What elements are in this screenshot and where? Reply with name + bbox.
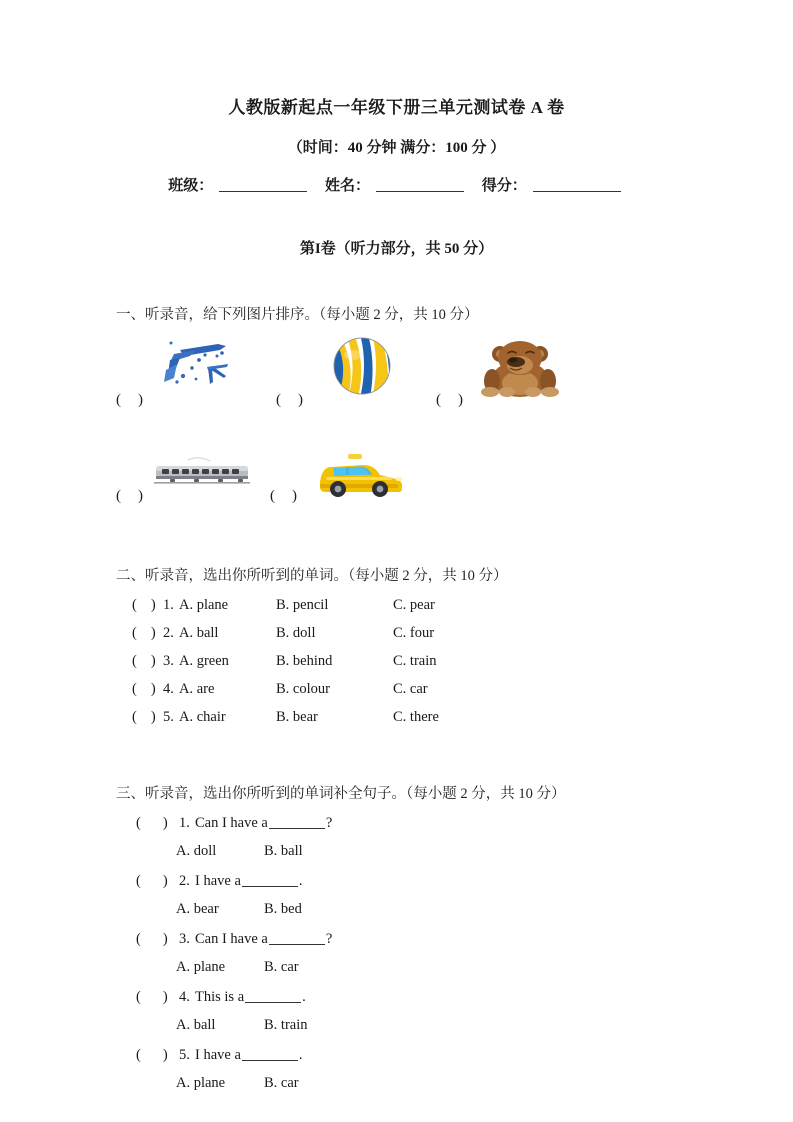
stem-text (195, 873, 303, 890)
stem-after: . (298, 873, 303, 889)
plane-sketch-image (150, 334, 254, 398)
answer-bracket[interactable] (132, 653, 156, 670)
picture-item-volleyball (276, 334, 426, 422)
answer-bracket[interactable] (136, 1047, 168, 1064)
question-row (116, 625, 733, 653)
name-field-blank[interactable] (376, 191, 464, 192)
score-field-label: 得分： (481, 178, 527, 194)
answer-blank[interactable] (269, 828, 325, 829)
question-stem (116, 815, 733, 843)
stem-before: Can I have a (195, 815, 268, 831)
question-options (116, 1075, 733, 1103)
answer-bracket[interactable] (132, 597, 156, 614)
picture-item-plane (116, 334, 266, 422)
option-a[interactable]: A. plane (176, 1075, 226, 1091)
answer-bracket[interactable] (136, 815, 168, 832)
bracket-close: ) (138, 488, 144, 504)
question-stem (116, 873, 733, 901)
option-a[interactable]: A. plane (179, 597, 229, 613)
section-three (0, 737, 793, 1103)
bracket-open: ( (132, 625, 137, 641)
picture-item-taxi (270, 436, 420, 524)
class-field-label: 班级： (168, 178, 214, 194)
section-three-heading: 三、听录音，选出你所听到的单词补全句子。（每小题 2 分，共 10 分） (116, 786, 566, 802)
answer-bracket-1[interactable] (116, 392, 144, 409)
question-row (116, 597, 733, 625)
question-item (116, 873, 733, 929)
part-one-title: 第I卷（听力部分，共 50 分） (299, 241, 494, 257)
bracket-close: ) (458, 392, 464, 408)
option-a[interactable]: A. ball (176, 1017, 216, 1033)
question-options (116, 959, 733, 987)
stem-text (195, 1047, 303, 1064)
question-number: 1. (179, 815, 190, 831)
option-c[interactable]: C. train (393, 653, 437, 669)
answer-bracket[interactable] (132, 681, 156, 698)
option-b[interactable]: B. pencil (276, 597, 329, 613)
name-field[interactable] (325, 178, 468, 194)
volleyball-image (310, 334, 414, 398)
stem-text (195, 815, 332, 832)
option-b[interactable]: B. doll (276, 625, 316, 641)
question-number: 4. (179, 989, 190, 1005)
stem-text (195, 989, 306, 1006)
bear-image (470, 334, 574, 398)
question-number: 4. (163, 681, 174, 697)
answer-bracket-3[interactable] (436, 392, 464, 409)
bracket-close: ) (162, 1047, 168, 1063)
bracket-close: ) (162, 989, 168, 1005)
question-row (116, 709, 733, 737)
bracket-close: ) (162, 931, 168, 947)
question-number: 5. (179, 1047, 190, 1063)
option-b[interactable]: B. car (264, 1075, 299, 1091)
question-number: 3. (163, 653, 174, 669)
option-a[interactable]: A. bear (176, 901, 219, 917)
question-stem (116, 931, 733, 959)
option-b[interactable]: B. behind (276, 653, 333, 669)
stem-before: This is a (195, 989, 245, 1005)
option-c[interactable]: C. pear (393, 597, 435, 613)
stem-after: . (298, 1047, 303, 1063)
question-number: 5. (163, 709, 174, 725)
question-number: 1. (163, 597, 174, 613)
bracket-open: ( (116, 392, 122, 408)
picture-item-bear (436, 334, 586, 422)
option-b[interactable]: B. bear (276, 709, 318, 725)
section-two-question-list (116, 597, 733, 737)
answer-blank[interactable] (242, 886, 298, 887)
bracket-open: ( (136, 815, 141, 831)
question-number: 2. (179, 873, 190, 889)
question-options (116, 843, 733, 871)
bracket-open: ( (132, 709, 137, 725)
question-stem (116, 1047, 733, 1075)
exam-meta-subtitle: （时间：40 分钟 满分：100 分 ） (287, 140, 506, 156)
bracket-close: ) (138, 392, 144, 408)
picture-row-2 (116, 436, 733, 516)
bracket-open: ( (136, 989, 141, 1005)
option-a[interactable]: A. green (179, 653, 229, 669)
stem-after: ? (325, 815, 333, 831)
question-number: 2. (163, 625, 174, 641)
answer-bracket[interactable] (136, 873, 168, 890)
section-one (0, 258, 793, 516)
bracket-close: ) (162, 873, 168, 889)
option-c[interactable]: C. four (393, 625, 435, 641)
answer-bracket[interactable] (136, 931, 168, 948)
score-field[interactable] (482, 178, 625, 194)
stem-before: I have a (195, 873, 241, 889)
page-title: 人教版新起点一年级下册三单元测试卷 A 卷 (228, 98, 565, 117)
question-row (116, 681, 733, 709)
answer-bracket[interactable] (132, 625, 156, 642)
stem-before: I have a (195, 1047, 241, 1063)
stem-before: Can I have a (195, 931, 268, 947)
question-number: 3. (179, 931, 190, 947)
bracket-open: ( (132, 653, 137, 669)
question-item (116, 1047, 733, 1103)
section-two-heading: 二、听录音，选出你所听到的单词。（每小题 2 分，共 10 分） (116, 568, 508, 584)
answer-blank[interactable] (242, 1060, 298, 1061)
class-field[interactable] (168, 178, 311, 194)
option-a[interactable]: A. doll (176, 843, 217, 859)
bracket-open: ( (116, 488, 122, 504)
question-item (116, 931, 733, 987)
bracket-open: ( (136, 1047, 141, 1063)
answer-blank[interactable] (245, 1002, 301, 1003)
bracket-open: ( (276, 392, 282, 408)
stem-text (195, 931, 332, 948)
answer-bracket-5[interactable] (270, 488, 298, 505)
answer-bracket[interactable] (136, 989, 168, 1006)
option-a[interactable]: A. plane (176, 959, 226, 975)
bracket-close: ) (292, 488, 298, 504)
section-two (0, 516, 793, 737)
bracket-close: ) (150, 681, 156, 697)
picture-row-1 (116, 334, 733, 422)
question-stem (116, 989, 733, 1017)
score-field-blank[interactable] (533, 191, 621, 192)
class-field-blank[interactable] (219, 191, 307, 192)
question-options (116, 1017, 733, 1045)
train-image (150, 444, 254, 508)
option-b[interactable]: B. car (264, 959, 299, 975)
picture-item-train (116, 436, 266, 524)
bracket-open: ( (436, 392, 442, 408)
option-b[interactable]: B. colour (276, 681, 330, 697)
question-row (116, 653, 733, 681)
bracket-open: ( (136, 931, 141, 947)
stem-after: ? (325, 931, 333, 947)
bracket-open: ( (136, 873, 141, 889)
answer-bracket[interactable] (132, 709, 156, 726)
bracket-close: ) (150, 709, 156, 725)
question-options (116, 901, 733, 929)
taxi-car-image (304, 444, 408, 508)
section-one-heading: 一、听录音，给下列图片排序。（每小题 2 分，共 10 分） (116, 307, 479, 323)
student-info-line (0, 157, 793, 195)
option-b[interactable]: B. bed (264, 901, 302, 917)
bracket-close: ) (150, 653, 156, 669)
option-a[interactable]: A. are (179, 681, 215, 697)
bracket-close: ) (298, 392, 304, 408)
bracket-close: ) (162, 815, 168, 831)
option-c[interactable]: C. car (393, 681, 428, 697)
answer-blank[interactable] (269, 944, 325, 945)
name-field-label: 姓名： (324, 178, 370, 194)
option-a[interactable]: A. ball (179, 625, 219, 641)
question-item (116, 815, 733, 871)
section-three-question-list (116, 815, 733, 1103)
bracket-close: ) (150, 597, 156, 613)
option-b[interactable]: B. ball (264, 843, 303, 859)
answer-bracket-2[interactable] (276, 392, 304, 409)
stem-after: . (302, 989, 306, 1005)
option-c[interactable]: C. there (393, 709, 439, 725)
bracket-open: ( (132, 597, 137, 613)
bracket-open: ( (270, 488, 276, 504)
bracket-close: ) (150, 625, 156, 641)
bracket-open: ( (132, 681, 137, 697)
answer-bracket-4[interactable] (116, 488, 144, 505)
option-a[interactable]: A. chair (179, 709, 226, 725)
option-b[interactable]: B. train (264, 1017, 308, 1033)
question-item (116, 989, 733, 1045)
